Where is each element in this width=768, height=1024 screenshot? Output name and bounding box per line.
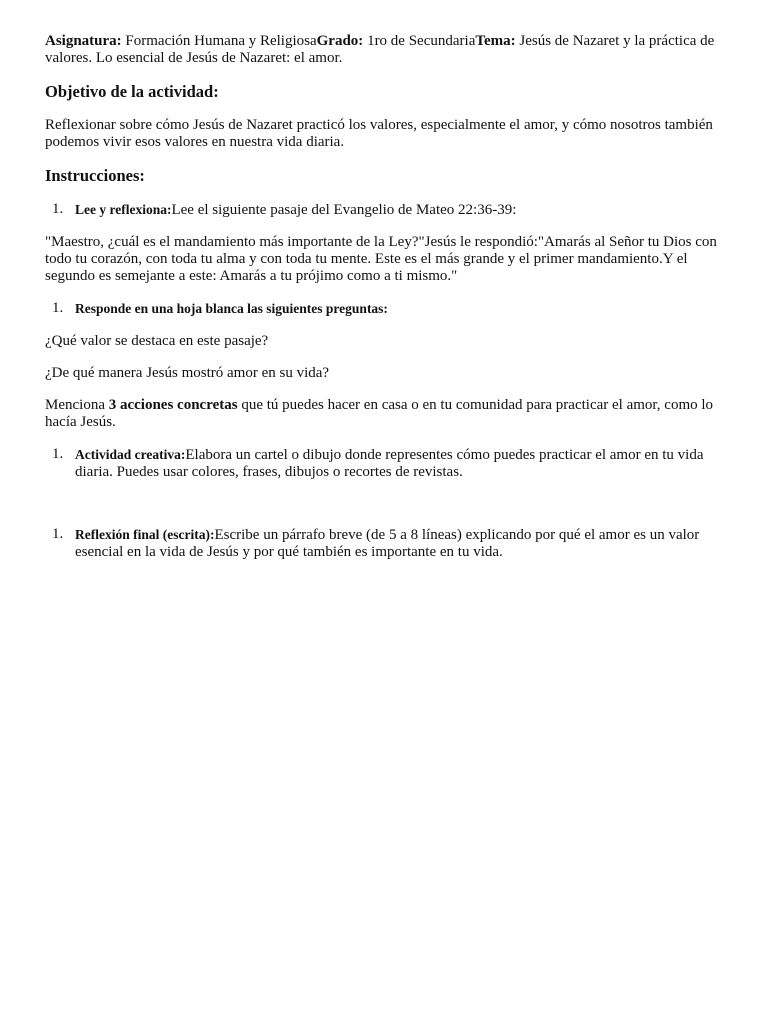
objective-heading: Objetivo de la actividad: [45, 82, 219, 101]
step-text: Elabora un cartel o dibujo donde representes cómo puedes practicar el amor en tu vida diaria. Puedes usar colores, frases, dibujos o recortes de revistas. [75, 447, 704, 480]
question-1: ¿Qué valor se destaca en este pasaje? [45, 333, 269, 349]
step-text: Escribe un párrafo breve (de 5 a 8 líneas) explicando por qué el amor es un valor esencial en la vida de Jesús y por qué también es importante en tu vida. [75, 527, 700, 560]
header-line [45, 33, 728, 67]
question-3 [45, 397, 728, 431]
question-3-bold: 3 acciones concretas [108, 397, 238, 413]
question-3-before: Menciona [45, 397, 109, 413]
topic-value: Jesús de Nazaret y la práctica de valores. Lo esencial de Jesús de Nazaret: el amor. [45, 33, 715, 66]
step-answer-questions [45, 300, 728, 318]
grade-label: Grado: [316, 33, 364, 49]
step-text: Lee el siguiente pasaje del Evangelio de Mateo 22:36-39: [171, 202, 517, 218]
gospel-quote: "Maestro, ¿cuál es el mandamiento más importante de la Ley?"Jesús le respondió:"Amarás al Señor tu Dios con todo tu corazón, con toda tu alma y con toda tu mente. Este es el más grande y el primer mandamiento.Y el segundo es semejante a este: Amarás a tu prójimo como a ti mismo." [45, 234, 717, 284]
topic-label: Tema: [475, 33, 516, 49]
step-number: 1. [52, 300, 64, 316]
question-3-after: que tú puedes hacer en casa o en tu comunidad para practicar el amor, como lo hacía Jesús. [45, 397, 714, 430]
step-read-reflect [45, 201, 728, 219]
instructions-heading: Instrucciones: [45, 166, 145, 185]
subject-label: Asignatura: [45, 33, 122, 49]
step-number: 1. [52, 201, 64, 217]
subject-value: Formación Humana y Religiosa [121, 33, 317, 49]
step-number: 1. [52, 446, 64, 462]
grade-value: 1ro de Secundaria [363, 33, 476, 49]
question-2: ¿De qué manera Jesús mostró amor en su vida? [45, 365, 330, 381]
step-final-reflection [45, 526, 728, 561]
step-label: Responde en una hoja blanca las siguientes preguntas: [75, 301, 388, 316]
step-label: Actividad creativa: [75, 447, 186, 462]
step-number: 1. [52, 526, 64, 542]
step-label: Reflexión final (escrita): [75, 527, 215, 542]
step-creative-activity [45, 446, 728, 481]
step-label: Lee y reflexiona: [75, 202, 172, 217]
objective-text: Reflexionar sobre cómo Jesús de Nazaret practicó los valores, especialmente el amor, y cómo nosotros también podemos vivir esos valores en nuestra vida diaria. [45, 117, 713, 150]
